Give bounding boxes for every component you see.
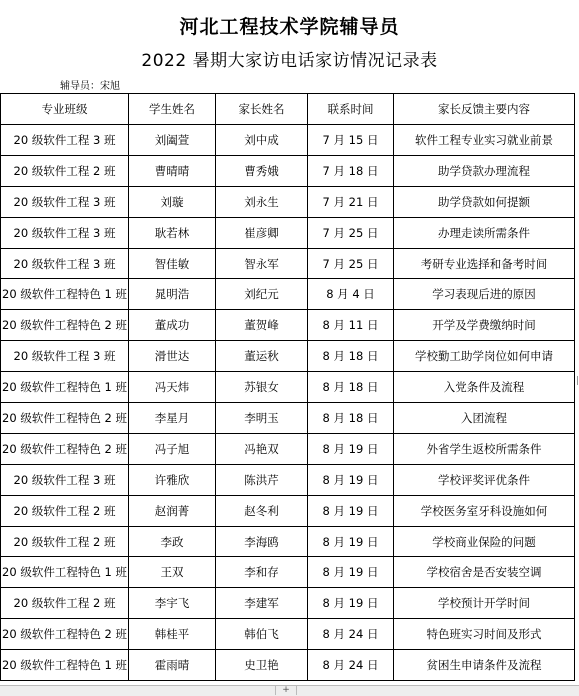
cell-student: 董成功 [129,310,216,341]
cell-student: 王双 [129,557,216,588]
table-row [1,217,575,248]
cell-parent: 李海鸥 [216,526,308,557]
table-row [1,650,575,681]
cell-class: 20 级软件工程 3 班 [1,217,129,248]
cell-parent: 赵冬利 [216,495,308,526]
cell-contact-date: 8 月 11 日 [308,310,394,341]
cell-student: 韩桂平 [129,619,216,650]
cell-contact-date: 8 月 19 日 [308,464,394,495]
cell-feedback: 入党条件及流程 [394,372,575,403]
cell-contact-date: 8 月 24 日 [308,650,394,681]
cell-student: 李政 [129,526,216,557]
cell-feedback: 学校商业保险的问题 [394,526,575,557]
cell-parent: 李明玉 [216,403,308,434]
cell-contact-date: 8 月 19 日 [308,526,394,557]
cell-contact-date: 8 月 19 日 [308,495,394,526]
cell-student: 冯子旭 [129,433,216,464]
cell-student: 智佳敏 [129,248,216,279]
cell-student: 刘璇 [129,186,216,217]
table-row [1,433,575,464]
cell-class: 20 级软件工程特色 1 班 [1,557,129,588]
cell-parent: 崔彦卿 [216,217,308,248]
cell-contact-date: 7 月 21 日 [308,186,394,217]
cell-class: 20 级软件工程 3 班 [1,248,129,279]
cell-feedback: 学校医务室牙科设施如何 [394,495,575,526]
cell-feedback: 办理走读所需条件 [394,217,575,248]
cell-contact-date: 8 月 18 日 [308,372,394,403]
cell-class: 20 级软件工程特色 2 班 [1,403,129,434]
cell-feedback: 贫困生申请条件及流程 [394,650,575,681]
table-row [1,619,575,650]
cell-parent: 苏银女 [216,372,308,403]
cell-class: 20 级软件工程 3 班 [1,125,129,156]
document-title: 河北工程技术学院辅导员 [179,16,400,38]
cell-contact-date: 7 月 18 日 [308,155,394,186]
cell-feedback: 学校预计开学时间 [394,588,575,619]
table-row [1,310,575,341]
cell-class: 20 级软件工程 2 班 [1,495,129,526]
cell-class: 20 级软件工程特色 2 班 [1,619,129,650]
cell-feedback: 外省学生返校所需条件 [394,433,575,464]
cell-contact-date: 8 月 18 日 [308,341,394,372]
cell-parent: 董运秋 [216,341,308,372]
cell-parent: 陈洪芹 [216,464,308,495]
cell-class: 20 级软件工程特色 1 班 [1,279,129,310]
cell-class: 20 级软件工程 2 班 [1,155,129,186]
cell-class: 20 级软件工程特色 1 班 [1,372,129,403]
table-row [1,248,575,279]
document-subtitle: 2022 暑期大家访电话家访情况记录表 [141,51,438,71]
cell-student: 霍雨晴 [129,650,216,681]
column-header-parent: 家长姓名 [216,94,308,125]
cell-feedback: 软件工程专业实习就业前景 [394,125,575,156]
cell-parent: 史卫艳 [216,650,308,681]
cell-contact-date: 8 月 19 日 [308,433,394,464]
cell-feedback: 入团流程 [394,403,575,434]
cell-contact-date: 8 月 4 日 [308,279,394,310]
cell-class: 20 级软件工程 2 班 [1,526,129,557]
cell-feedback: 考研专业选择和备考时间 [394,248,575,279]
cell-feedback: 特色班实习时间及形式 [394,619,575,650]
cell-student: 李星月 [129,403,216,434]
cell-parent: 刘中成 [216,125,308,156]
cell-student: 滑世达 [129,341,216,372]
table-header-row [1,94,575,125]
cell-contact-date: 8 月 18 日 [308,403,394,434]
visit-record-table [0,93,575,681]
cell-contact-date: 7 月 25 日 [308,217,394,248]
cell-parent: 冯艳双 [216,433,308,464]
cell-student: 赵润菁 [129,495,216,526]
cell-student: 晁明浩 [129,279,216,310]
table-row [1,125,575,156]
add-sheet-icon[interactable]: + [275,686,297,695]
table-row [1,279,575,310]
cell-feedback: 开学及学费缴纳时间 [394,310,575,341]
cell-class: 20 级软件工程 2 班 [1,588,129,619]
column-header-feedback: 家长反馈主要内容 [394,94,575,125]
table-row [1,403,575,434]
cell-student: 刘阖萱 [129,125,216,156]
table-row [1,186,575,217]
cell-student: 耿若林 [129,217,216,248]
cell-parent: 曹秀娥 [216,155,308,186]
sheet-tab-bar [0,685,579,696]
cell-parent: 刘永生 [216,186,308,217]
cell-feedback: 助学贷款办理流程 [394,155,575,186]
column-header-contact-date: 联系时间 [308,94,394,125]
cell-class: 20 级软件工程 3 班 [1,464,129,495]
cell-contact-date: 7 月 15 日 [308,125,394,156]
cell-parent: 董贺峰 [216,310,308,341]
cell-contact-date: 8 月 24 日 [308,619,394,650]
cell-class: 20 级软件工程特色 2 班 [1,433,129,464]
cell-student: 李宇飞 [129,588,216,619]
page-marker-icon: | [575,376,579,386]
column-header-student: 学生姓名 [129,94,216,125]
table-row [1,588,575,619]
cell-class: 20 级软件工程特色 1 班 [1,650,129,681]
table-row [1,372,575,403]
cell-parent: 李和存 [216,557,308,588]
cell-parent: 刘纪元 [216,279,308,310]
cell-feedback: 学校宿舍是否安装空调 [394,557,575,588]
table-row [1,526,575,557]
cell-feedback: 学校评奖评优条件 [394,464,575,495]
cell-class: 20 级软件工程特色 2 班 [1,310,129,341]
cell-student: 曹晴晴 [129,155,216,186]
cell-student: 冯天炜 [129,372,216,403]
cell-student: 许雅欣 [129,464,216,495]
cell-contact-date: 8 月 19 日 [308,557,394,588]
table-row [1,495,575,526]
cell-contact-date: 8 月 19 日 [308,588,394,619]
cell-parent: 智永军 [216,248,308,279]
cell-feedback: 学校勤工助学岗位如何申请 [394,341,575,372]
cell-class: 20 级软件工程 3 班 [1,186,129,217]
counselor-label: 辅导员：宋旭 [60,81,120,92]
column-header-class: 专业班级 [1,94,129,125]
cell-feedback: 学习表现后进的原因 [394,279,575,310]
cell-contact-date: 7 月 25 日 [308,248,394,279]
table-row [1,341,575,372]
cell-parent: 韩伯飞 [216,619,308,650]
table-row [1,464,575,495]
cell-class: 20 级软件工程 3 班 [1,341,129,372]
table-body [1,125,575,681]
cell-feedback: 助学贷款如何提额 [394,186,575,217]
table-row [1,155,575,186]
table-row [1,557,575,588]
cell-parent: 李建军 [216,588,308,619]
